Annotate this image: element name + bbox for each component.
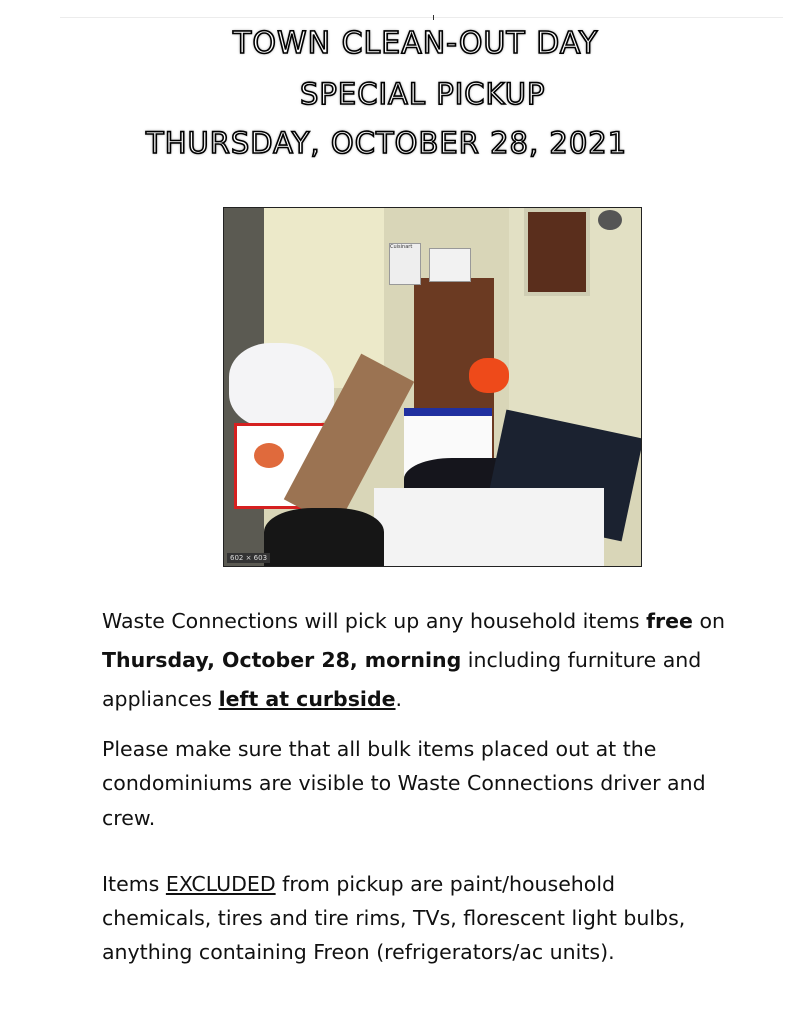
para2-line1: Please make sure that all bulk items placed out at the [102, 737, 657, 761]
para2-line2: condominiums are visible to Waste Connections driver and [102, 771, 706, 795]
para1-line3 [102, 687, 402, 711]
para3-line3: anything containing Freon (refrigerators/ac units). [102, 940, 615, 964]
emphasis-date: Thursday, October 28, morning [102, 648, 462, 672]
title-date: THURSDAY, OCTOBER 28, 2021 [146, 126, 628, 160]
junk-pile-photo [223, 207, 642, 567]
text: Waste Connections will pick up any household items [102, 609, 647, 633]
para3-line2: chemicals, tires and tire rims, TVs, florescent light bulbs, [102, 906, 686, 930]
emphasis-curbside: left at curbside [218, 687, 396, 711]
text: on [692, 609, 726, 633]
title-line-2: SPECIAL PICKUP [300, 77, 546, 111]
text: including furniture and [461, 648, 702, 672]
title-line-1: TOWN CLEAN-OUT DAY [233, 26, 599, 61]
text: Items [102, 872, 166, 896]
para1-line2 [102, 648, 701, 672]
page-top-border [60, 17, 783, 18]
para2-line3: crew. [102, 806, 156, 830]
box-label: Cuisinart [389, 243, 421, 285]
lens-icon [598, 210, 622, 230]
image-size-label: 602 × 603 [227, 553, 270, 563]
text: . [395, 687, 403, 711]
emphasis-excluded: EXCLUDED [165, 872, 276, 896]
emphasis-free: free [646, 609, 693, 633]
text: appliances [102, 687, 219, 711]
text-cursor [433, 15, 434, 20]
para1-line1 [102, 609, 725, 633]
text: from pickup are paint/household [275, 872, 616, 896]
para3-line1 [102, 872, 615, 896]
